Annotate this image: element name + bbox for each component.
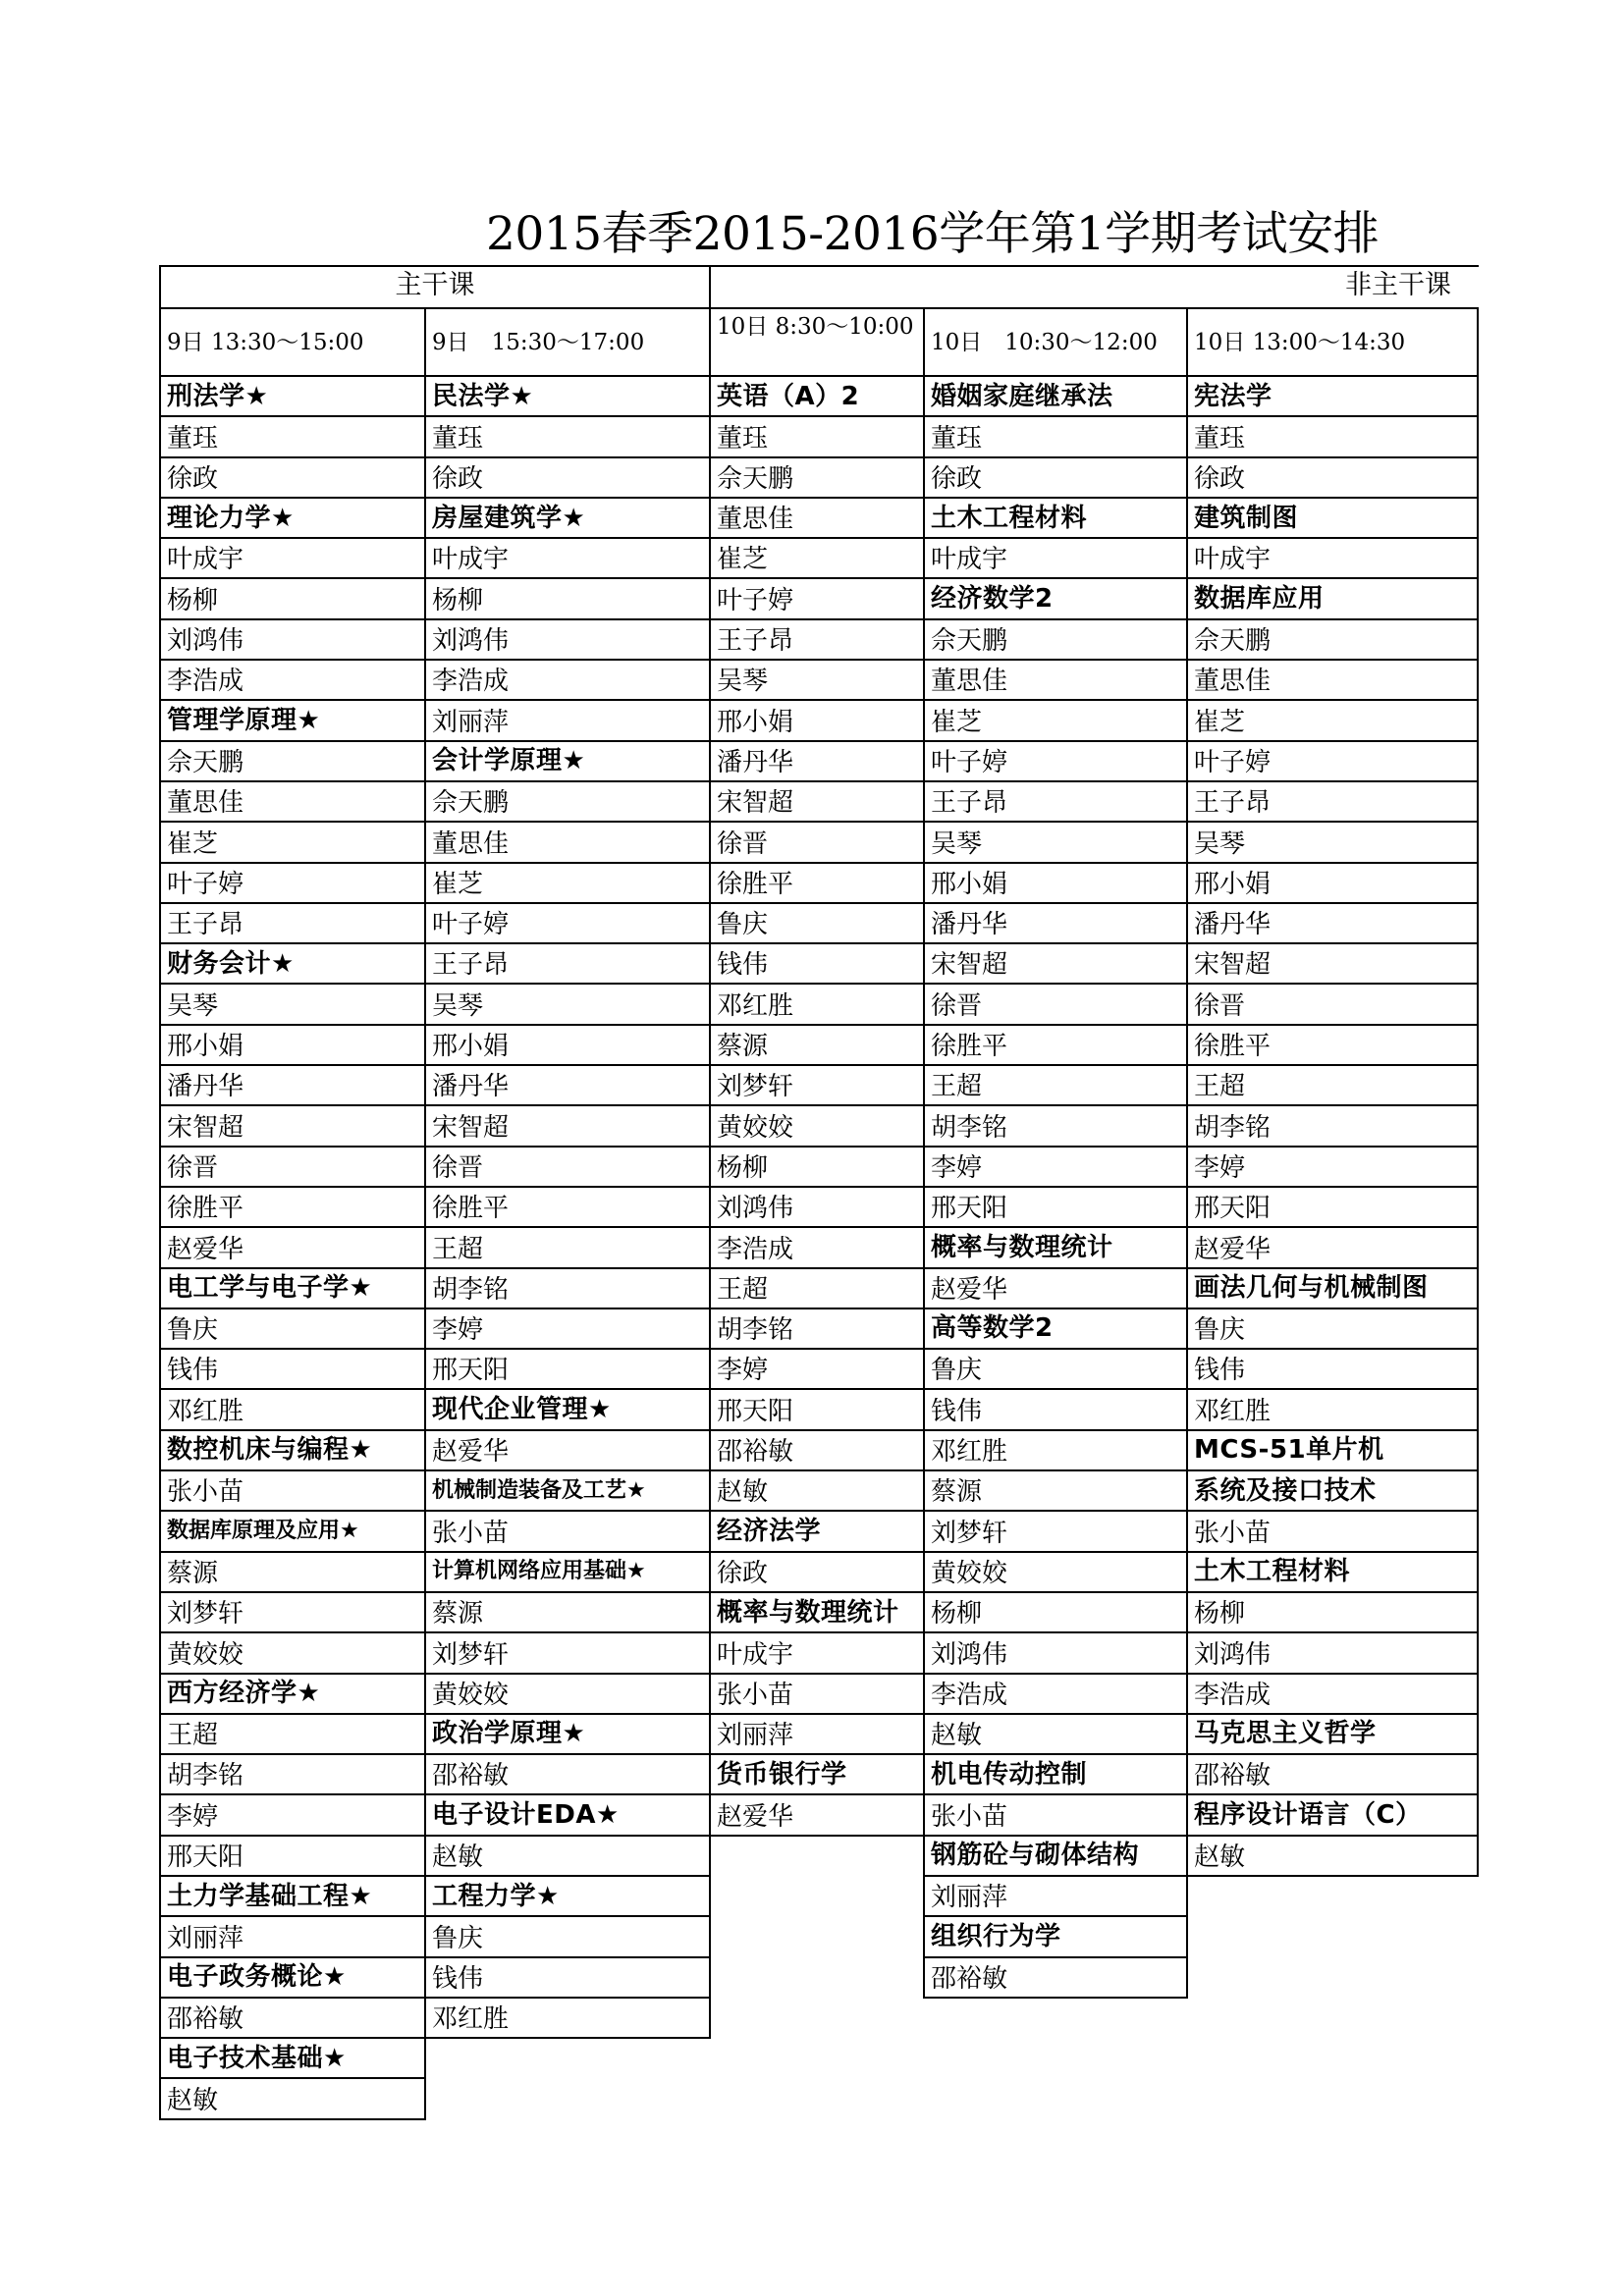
student-name-cell: 吴琴: [159, 985, 426, 1025]
course-cell: 土木工程材料: [923, 499, 1188, 539]
student-name-cell: 潘丹华: [159, 1066, 426, 1106]
course-cell: 英语（A）2: [709, 377, 925, 417]
student-name-cell: 王超: [923, 1066, 1188, 1106]
time-slot-header: 10日 13:00～14:30: [1186, 307, 1479, 377]
student-name-cell: 李浩成: [923, 1675, 1188, 1715]
group-header-main: 主干课: [159, 265, 711, 307]
course-cell: 民法学★: [424, 377, 711, 417]
student-name-cell: 刘丽萍: [923, 1877, 1188, 1917]
course-cell: 机电传动控制: [923, 1755, 1188, 1795]
student-name-cell: 王超: [424, 1228, 711, 1268]
course-cell: 系统及接口技术: [1186, 1471, 1479, 1512]
course-cell: 数据库原理及应用★: [159, 1512, 426, 1552]
student-name-cell: 张小苗: [923, 1795, 1188, 1836]
student-name-cell: 赵爱华: [159, 1228, 426, 1268]
course-cell: 画法几何与机械制图: [1186, 1269, 1479, 1309]
course-cell: 电工学与电子学★: [159, 1269, 426, 1309]
course-cell: 经济法学: [709, 1512, 925, 1552]
student-name-cell: 董珏: [424, 417, 711, 457]
student-name-cell: 叶成宇: [709, 1633, 925, 1674]
student-name-cell: 宋智超: [1186, 944, 1479, 985]
student-name-cell: 潘丹华: [424, 1066, 711, 1106]
student-name-cell: 李婷: [923, 1148, 1188, 1188]
time-slot-header: 9日 13:30～15:00: [159, 307, 426, 377]
student-name-cell: 王子昂: [1186, 782, 1479, 823]
student-name-cell: 邓红胜: [923, 1431, 1188, 1471]
student-name-cell: 宋智超: [424, 1106, 711, 1147]
student-name-cell: 徐晋: [1186, 985, 1479, 1025]
student-name-cell: 佘天鹏: [1186, 620, 1479, 661]
student-name-cell: 吴琴: [424, 985, 711, 1025]
student-name-cell: 徐政: [159, 458, 426, 499]
student-name-cell: 吴琴: [1186, 823, 1479, 863]
student-name-cell: 叶子婷: [1186, 742, 1479, 782]
course-cell: 数控机床与编程★: [159, 1431, 426, 1471]
student-name-cell: 王子昂: [709, 620, 925, 661]
student-name-cell: 董珏: [1186, 417, 1479, 457]
student-name-cell: 佘天鹏: [709, 458, 925, 499]
student-name-cell: 崔芝: [709, 539, 925, 579]
student-name-cell: 蔡源: [709, 1026, 925, 1066]
student-name-cell: 蔡源: [424, 1593, 711, 1633]
student-name-cell: 鲁庆: [159, 1309, 426, 1350]
student-name-cell: 赵爱华: [709, 1795, 925, 1836]
student-name-cell: 赵爱华: [424, 1431, 711, 1471]
student-name-cell: 潘丹华: [1186, 904, 1479, 944]
student-name-cell: 刘鸿伟: [159, 620, 426, 661]
student-name-cell: 徐晋: [424, 1148, 711, 1188]
student-name-cell: 邓红胜: [424, 1999, 711, 2039]
student-name-cell: 叶成宇: [424, 539, 711, 579]
course-cell: 电子设计EDA★: [424, 1795, 711, 1836]
student-name-cell: 叶成宇: [1186, 539, 1479, 579]
student-name-cell: 李婷: [709, 1350, 925, 1390]
student-name-cell: 董珏: [709, 417, 925, 457]
student-name-cell: 徐晋: [709, 823, 925, 863]
student-name-cell: 邵裕敏: [709, 1431, 925, 1471]
student-name-cell: 邵裕敏: [923, 1958, 1188, 1999]
course-cell: 土力学基础工程★: [159, 1877, 426, 1917]
student-name-cell: 董珏: [159, 417, 426, 457]
time-slot-header: 9日 15:30～17:00: [424, 307, 711, 377]
schedule-column-0: [159, 307, 426, 2120]
student-name-cell: 邢天阳: [1186, 1188, 1479, 1228]
student-name-cell: 赵敏: [159, 2079, 426, 2119]
student-name-cell: 胡李铭: [709, 1309, 925, 1350]
student-name-cell: 钱伟: [709, 944, 925, 985]
student-name-cell: 王子昂: [923, 782, 1188, 823]
student-name-cell: 胡李铭: [1186, 1106, 1479, 1147]
student-name-cell: 徐胜平: [923, 1026, 1188, 1066]
course-cell: 刑法学★: [159, 377, 426, 417]
student-name-cell: 邓红胜: [709, 985, 925, 1025]
schedule-column-2: [709, 307, 925, 1837]
student-name-cell: 徐晋: [923, 985, 1188, 1025]
course-cell: MCS-51单片机: [1186, 1431, 1479, 1471]
student-name-cell: 徐胜平: [709, 864, 925, 904]
student-name-cell: 叶成宇: [159, 539, 426, 579]
student-name-cell: 王超: [1186, 1066, 1479, 1106]
student-name-cell: 吴琴: [923, 823, 1188, 863]
student-name-cell: 黄姣姣: [159, 1633, 426, 1674]
student-name-cell: 刘丽萍: [159, 1917, 426, 1957]
course-cell: 建筑制图: [1186, 499, 1479, 539]
student-name-cell: 刘鸿伟: [923, 1633, 1188, 1674]
exam-schedule-table: [159, 265, 1479, 2130]
group-header-nonmain: 非主干课: [709, 265, 1624, 307]
student-name-cell: 邢小娟: [1186, 864, 1479, 904]
student-name-cell: 张小苗: [1186, 1512, 1479, 1552]
student-name-cell: 赵爱华: [1186, 1228, 1479, 1268]
course-cell: 政治学原理★: [424, 1715, 711, 1755]
student-name-cell: 崔芝: [424, 864, 711, 904]
student-name-cell: 刘鸿伟: [1186, 1633, 1479, 1674]
student-name-cell: 徐政: [923, 458, 1188, 499]
student-name-cell: 佘天鹏: [923, 620, 1188, 661]
course-cell: 程序设计语言（C）: [1186, 1795, 1479, 1836]
student-name-cell: 叶子婷: [159, 864, 426, 904]
student-name-cell: 李婷: [424, 1309, 711, 1350]
student-name-cell: 王超: [159, 1715, 426, 1755]
student-name-cell: 鲁庆: [709, 904, 925, 944]
schedule-column-3: [923, 307, 1188, 1999]
course-cell: 马克思主义哲学: [1186, 1715, 1479, 1755]
student-name-cell: 邵裕敏: [159, 1999, 426, 2039]
student-name-cell: 王子昂: [159, 904, 426, 944]
student-name-cell: 董珏: [923, 417, 1188, 457]
course-cell: 土木工程材料: [1186, 1553, 1479, 1593]
student-name-cell: 潘丹华: [923, 904, 1188, 944]
student-name-cell: 宋智超: [923, 944, 1188, 985]
student-name-cell: 刘梦轩: [159, 1593, 426, 1633]
student-name-cell: 邢小娟: [709, 701, 925, 741]
student-name-cell: 宋智超: [709, 782, 925, 823]
course-cell: 电子技术基础★: [159, 2039, 426, 2079]
student-name-cell: 徐胜平: [424, 1188, 711, 1228]
student-name-cell: 李婷: [1186, 1148, 1479, 1188]
course-cell: 组织行为学: [923, 1917, 1188, 1957]
course-cell: 工程力学★: [424, 1877, 711, 1917]
student-name-cell: 张小苗: [709, 1675, 925, 1715]
course-cell: 货币银行学: [709, 1755, 925, 1795]
student-name-cell: 邢天阳: [159, 1837, 426, 1877]
student-name-cell: 刘梦轩: [923, 1512, 1188, 1552]
course-cell: 现代企业管理★: [424, 1390, 711, 1430]
student-name-cell: 徐政: [1186, 458, 1479, 499]
student-name-cell: 董思佳: [424, 823, 711, 863]
student-name-cell: 吴琴: [709, 661, 925, 701]
student-name-cell: 鲁庆: [923, 1350, 1188, 1390]
student-name-cell: 赵敏: [424, 1837, 711, 1877]
student-name-cell: 李浩成: [159, 661, 426, 701]
student-name-cell: 李浩成: [424, 661, 711, 701]
student-name-cell: 邓红胜: [159, 1390, 426, 1430]
student-name-cell: 邢小娟: [923, 864, 1188, 904]
student-name-cell: 刘鸿伟: [424, 620, 711, 661]
student-name-cell: 佘天鹏: [424, 782, 711, 823]
student-name-cell: 刘丽萍: [709, 1715, 925, 1755]
student-name-cell: 蔡源: [923, 1471, 1188, 1512]
student-name-cell: 叶子婷: [923, 742, 1188, 782]
student-name-cell: 徐政: [424, 458, 711, 499]
schedule-column-1: [424, 307, 711, 2039]
student-name-cell: 黄姣姣: [923, 1553, 1188, 1593]
student-name-cell: 钱伟: [159, 1350, 426, 1390]
student-name-cell: 黄姣姣: [709, 1106, 925, 1147]
student-name-cell: 杨柳: [424, 579, 711, 619]
student-name-cell: 邢天阳: [424, 1350, 711, 1390]
course-cell: 高等数学2: [923, 1309, 1188, 1350]
student-name-cell: 宋智超: [159, 1106, 426, 1147]
student-name-cell: 黄姣姣: [424, 1675, 711, 1715]
student-name-cell: 潘丹华: [709, 742, 925, 782]
course-cell: 会计学原理★: [424, 742, 711, 782]
time-slot-header: 10日 10:30～12:00: [923, 307, 1188, 377]
student-name-cell: 钱伟: [424, 1958, 711, 1999]
student-name-cell: 蔡源: [159, 1553, 426, 1593]
student-name-cell: 赵敏: [709, 1471, 925, 1512]
time-slot-header: 10日 8:30～10:00: [709, 307, 925, 377]
student-name-cell: 崔芝: [159, 823, 426, 863]
student-name-cell: 杨柳: [1186, 1593, 1479, 1633]
student-name-cell: 胡李铭: [159, 1755, 426, 1795]
course-cell: 婚姻家庭继承法: [923, 377, 1188, 417]
student-name-cell: 徐政: [709, 1553, 925, 1593]
student-name-cell: 董思佳: [159, 782, 426, 823]
course-cell: 房屋建筑学★: [424, 499, 711, 539]
student-name-cell: 王子昂: [424, 944, 711, 985]
student-name-cell: 王超: [709, 1269, 925, 1309]
student-name-cell: 杨柳: [923, 1593, 1188, 1633]
course-cell: 钢筋砼与砌体结构: [923, 1837, 1188, 1877]
student-name-cell: 徐胜平: [159, 1188, 426, 1228]
course-cell: 管理学原理★: [159, 701, 426, 741]
student-name-cell: 杨柳: [159, 579, 426, 619]
student-name-cell: 佘天鹏: [159, 742, 426, 782]
course-cell: 数据库应用: [1186, 579, 1479, 619]
course-cell: 概率与数理统计: [923, 1228, 1188, 1268]
student-name-cell: 刘梦轩: [424, 1633, 711, 1674]
student-name-cell: 胡李铭: [923, 1106, 1188, 1147]
student-name-cell: 张小苗: [424, 1512, 711, 1552]
student-name-cell: 董思佳: [923, 661, 1188, 701]
page-title: 2015春季2015-2016学年第1学期考试安排: [486, 207, 1380, 261]
student-name-cell: 李婷: [159, 1795, 426, 1836]
schedule-column-4: [1186, 307, 1479, 1877]
student-name-cell: 董思佳: [1186, 661, 1479, 701]
student-name-cell: 徐胜平: [1186, 1026, 1479, 1066]
student-name-cell: 钱伟: [923, 1390, 1188, 1430]
student-name-cell: 崔芝: [1186, 701, 1479, 741]
course-cell: 计算机网络应用基础★: [424, 1553, 711, 1593]
course-cell: 财务会计★: [159, 944, 426, 985]
student-name-cell: 鲁庆: [424, 1917, 711, 1957]
student-name-cell: 邵裕敏: [1186, 1755, 1479, 1795]
student-name-cell: 崔芝: [923, 701, 1188, 741]
student-name-cell: 邵裕敏: [424, 1755, 711, 1795]
student-name-cell: 邢小娟: [159, 1026, 426, 1066]
student-name-cell: 赵爱华: [923, 1269, 1188, 1309]
student-name-cell: 钱伟: [1186, 1350, 1479, 1390]
student-name-cell: 叶成宇: [923, 539, 1188, 579]
student-name-cell: 刘梦轩: [709, 1066, 925, 1106]
student-name-cell: 刘鸿伟: [709, 1188, 925, 1228]
student-name-cell: 赵敏: [1186, 1837, 1479, 1877]
student-name-cell: 鲁庆: [1186, 1309, 1479, 1350]
course-cell: 西方经济学★: [159, 1675, 426, 1715]
student-name-cell: 李浩成: [1186, 1675, 1479, 1715]
student-name-cell: 杨柳: [709, 1148, 925, 1188]
student-name-cell: 邓红胜: [1186, 1390, 1479, 1430]
student-name-cell: 张小苗: [159, 1471, 426, 1512]
course-cell: 电子政务概论★: [159, 1958, 426, 1999]
student-name-cell: 赵敏: [923, 1715, 1188, 1755]
student-name-cell: 邢小娟: [424, 1026, 711, 1066]
student-name-cell: 邢天阳: [923, 1188, 1188, 1228]
student-name-cell: 邢天阳: [709, 1390, 925, 1430]
course-cell: 宪法学: [1186, 377, 1479, 417]
student-name-cell: 李浩成: [709, 1228, 925, 1268]
student-name-cell: 叶子婷: [709, 579, 925, 619]
student-name-cell: 董思佳: [709, 499, 925, 539]
student-name-cell: 胡李铭: [424, 1269, 711, 1309]
student-name-cell: 叶子婷: [424, 904, 711, 944]
student-name-cell: 徐晋: [159, 1148, 426, 1188]
course-cell: 概率与数理统计: [709, 1593, 925, 1633]
course-cell: 理论力学★: [159, 499, 426, 539]
course-cell: 机械制造装备及工艺★: [424, 1471, 711, 1512]
student-name-cell: 刘丽萍: [424, 701, 711, 741]
course-cell: 经济数学2: [923, 579, 1188, 619]
